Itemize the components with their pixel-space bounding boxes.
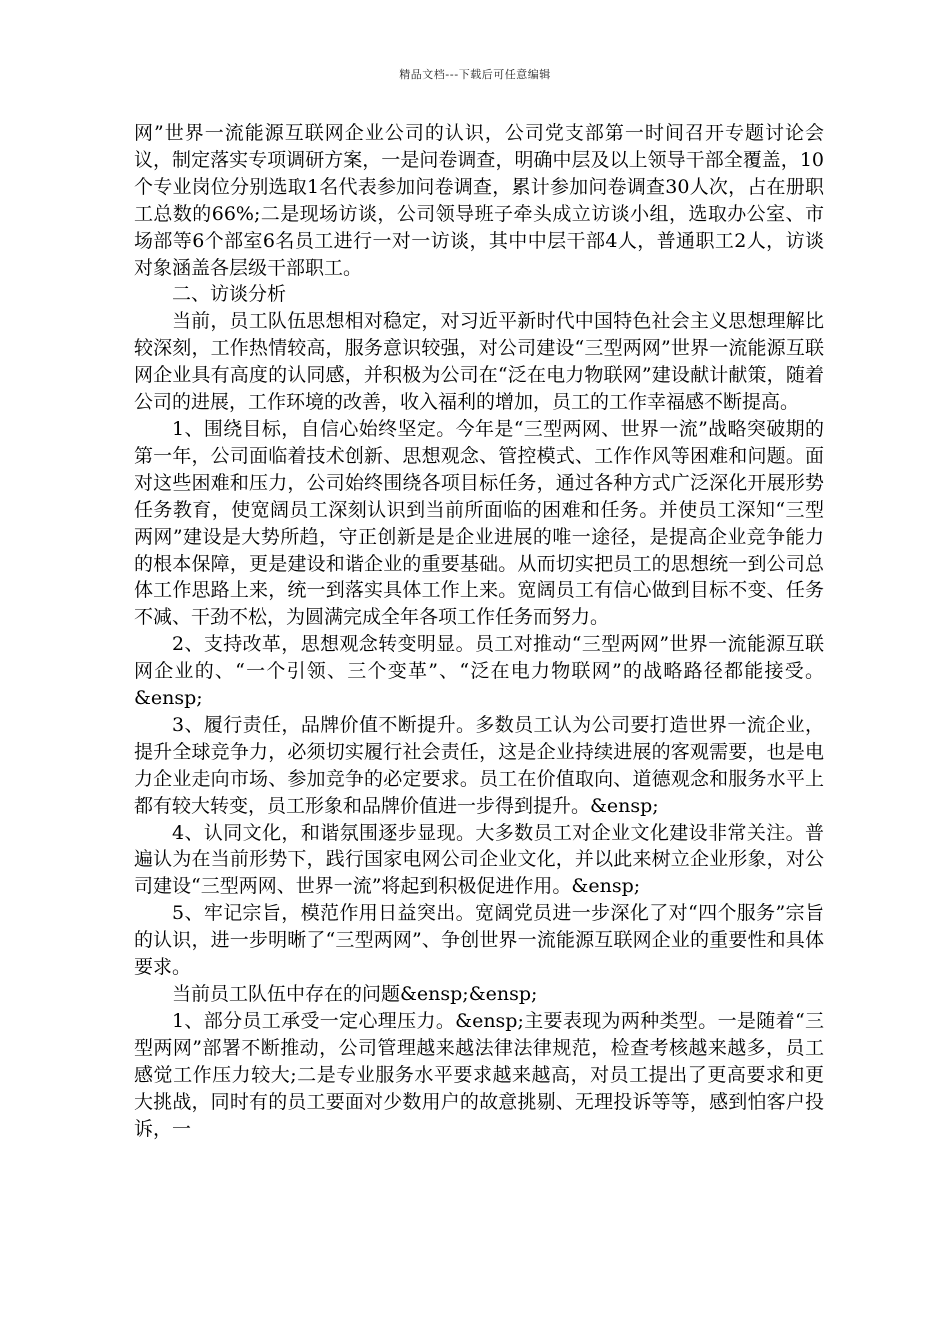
paragraph-point-1: 1、围绕目标，自信心始终坚定。今年是“三型两网、世界一流”战略突破期的第一年，公司面临着技术创新、思想观念、管控模式、工作作风等困难和问题。面对这些困难和压力，公司始终围绕各项目标任务，通过各种方式广泛深化开展形势任务教育，使宽阔员工深刻认识到当前所面临的困难和任务。并使员工深知“三型两网”建设是大势所趋，守正创新是是企业进展的唯一途径，是提高企业竞争能力的根本保障，更是建设和谐企业的重要基础。从而切实把员工的思想统一到公司总体工作思路上来，统一到落实具体工作上来。宽阔员工有信心做到目标不变、任务不减、干劲不松，为圆满完成全年各项工作任务而努力。 bbox=[134, 417, 824, 629]
paragraph-point-2: 2、支持改革，思想观念转变明显。员工对推动“三型两网”世界一流能源互联网企业的、“一个引领、三个变革”、“泛在电力物联网”的战略路径都能接受。&ensp; bbox=[134, 633, 824, 710]
page-header: 精品文档---下载后可任意编辑 bbox=[399, 68, 551, 81]
document-body bbox=[134, 120, 824, 1142]
paragraph-problem-1: 1、部分员工承受一定心理压力。&ensp;主要表现为两种类型。一是随着“三型两网”部署不断推动，公司管理越来越法律法律规范，检查考核越来越多，员工感觉工作压力较大;二是专业服务水平要求越来越高，对员工提出了更高要求和更大挑战，同时有的员工要面对少数用户的故意挑剔、无理投诉等等，感到怕客户投诉，一 bbox=[134, 1009, 824, 1140]
paragraph-point-4: 4、认同文化，和谐氛围逐步显现。大多数员工对企业文化建设非常关注。普遍认为在当前形势下，践行国家电网公司企业文化，并以此来树立企业形象，对公司建设“三型两网、世界一流”将起到积极促进作用。&ensp; bbox=[134, 821, 824, 898]
paragraph-point-5: 5、牢记宗旨，模范作用日益突出。宽阔党员进一步深化了对“四个服务”宗旨的认识，进一步明晰了“三型两网”、争创世界一流能源互联网企业的重要性和具体要求。 bbox=[134, 902, 824, 979]
paragraph-point-3: 3、履行责任，品牌价值不断提升。多数员工认为公司要打造世界一流企业，提升全球竞争力，必须切实履行社会责任，这是企业持续进展的客观需要，也是电力企业走向市场、参加竞争的必定要求。员工在价值取向、道德观念和服务水平上都有较大转变，员工形象和品牌价值进一步得到提升。&ensp; bbox=[134, 713, 824, 817]
paragraph-current-status: 当前，员工队伍思想相对稳定，对习近平新时代中国特色社会主义思想理解比较深刻，工作热情较高，服务意识较强，对公司建设“三型两网”世界一流能源互联网企业具有高度的认同感，并积极为公司在“泛在电力物联网”建设献计献策，随着公司的进展，工作环境的改善，收入福利的增加，员工的工作幸福感不断提高。 bbox=[134, 310, 824, 414]
paragraph-survey-method: 网”世界一流能源互联网企业公司的认识，公司党支部第一时间召开专题讨论会议，制定落实专项调研方案，一是问卷调查，明确中层及以上领导干部全覆盖，10个专业岗位分别选取1名代表参加问卷调查，累计参加问卷调查30人次，占在册职工总数的66%;二是现场访谈，公司领导班子牵头成立访谈小组，选取办公室、市场部等6个部室6名员工进行一对一访谈，其中中层干部4人，普通职工2人，访谈对象涵盖各层级干部职工。 bbox=[134, 122, 824, 279]
section-heading-problems: 当前员工队伍中存在的问题&ensp;&ensp; bbox=[172, 983, 538, 1005]
section-heading-interview-analysis: 二、访谈分析 bbox=[172, 283, 287, 306]
